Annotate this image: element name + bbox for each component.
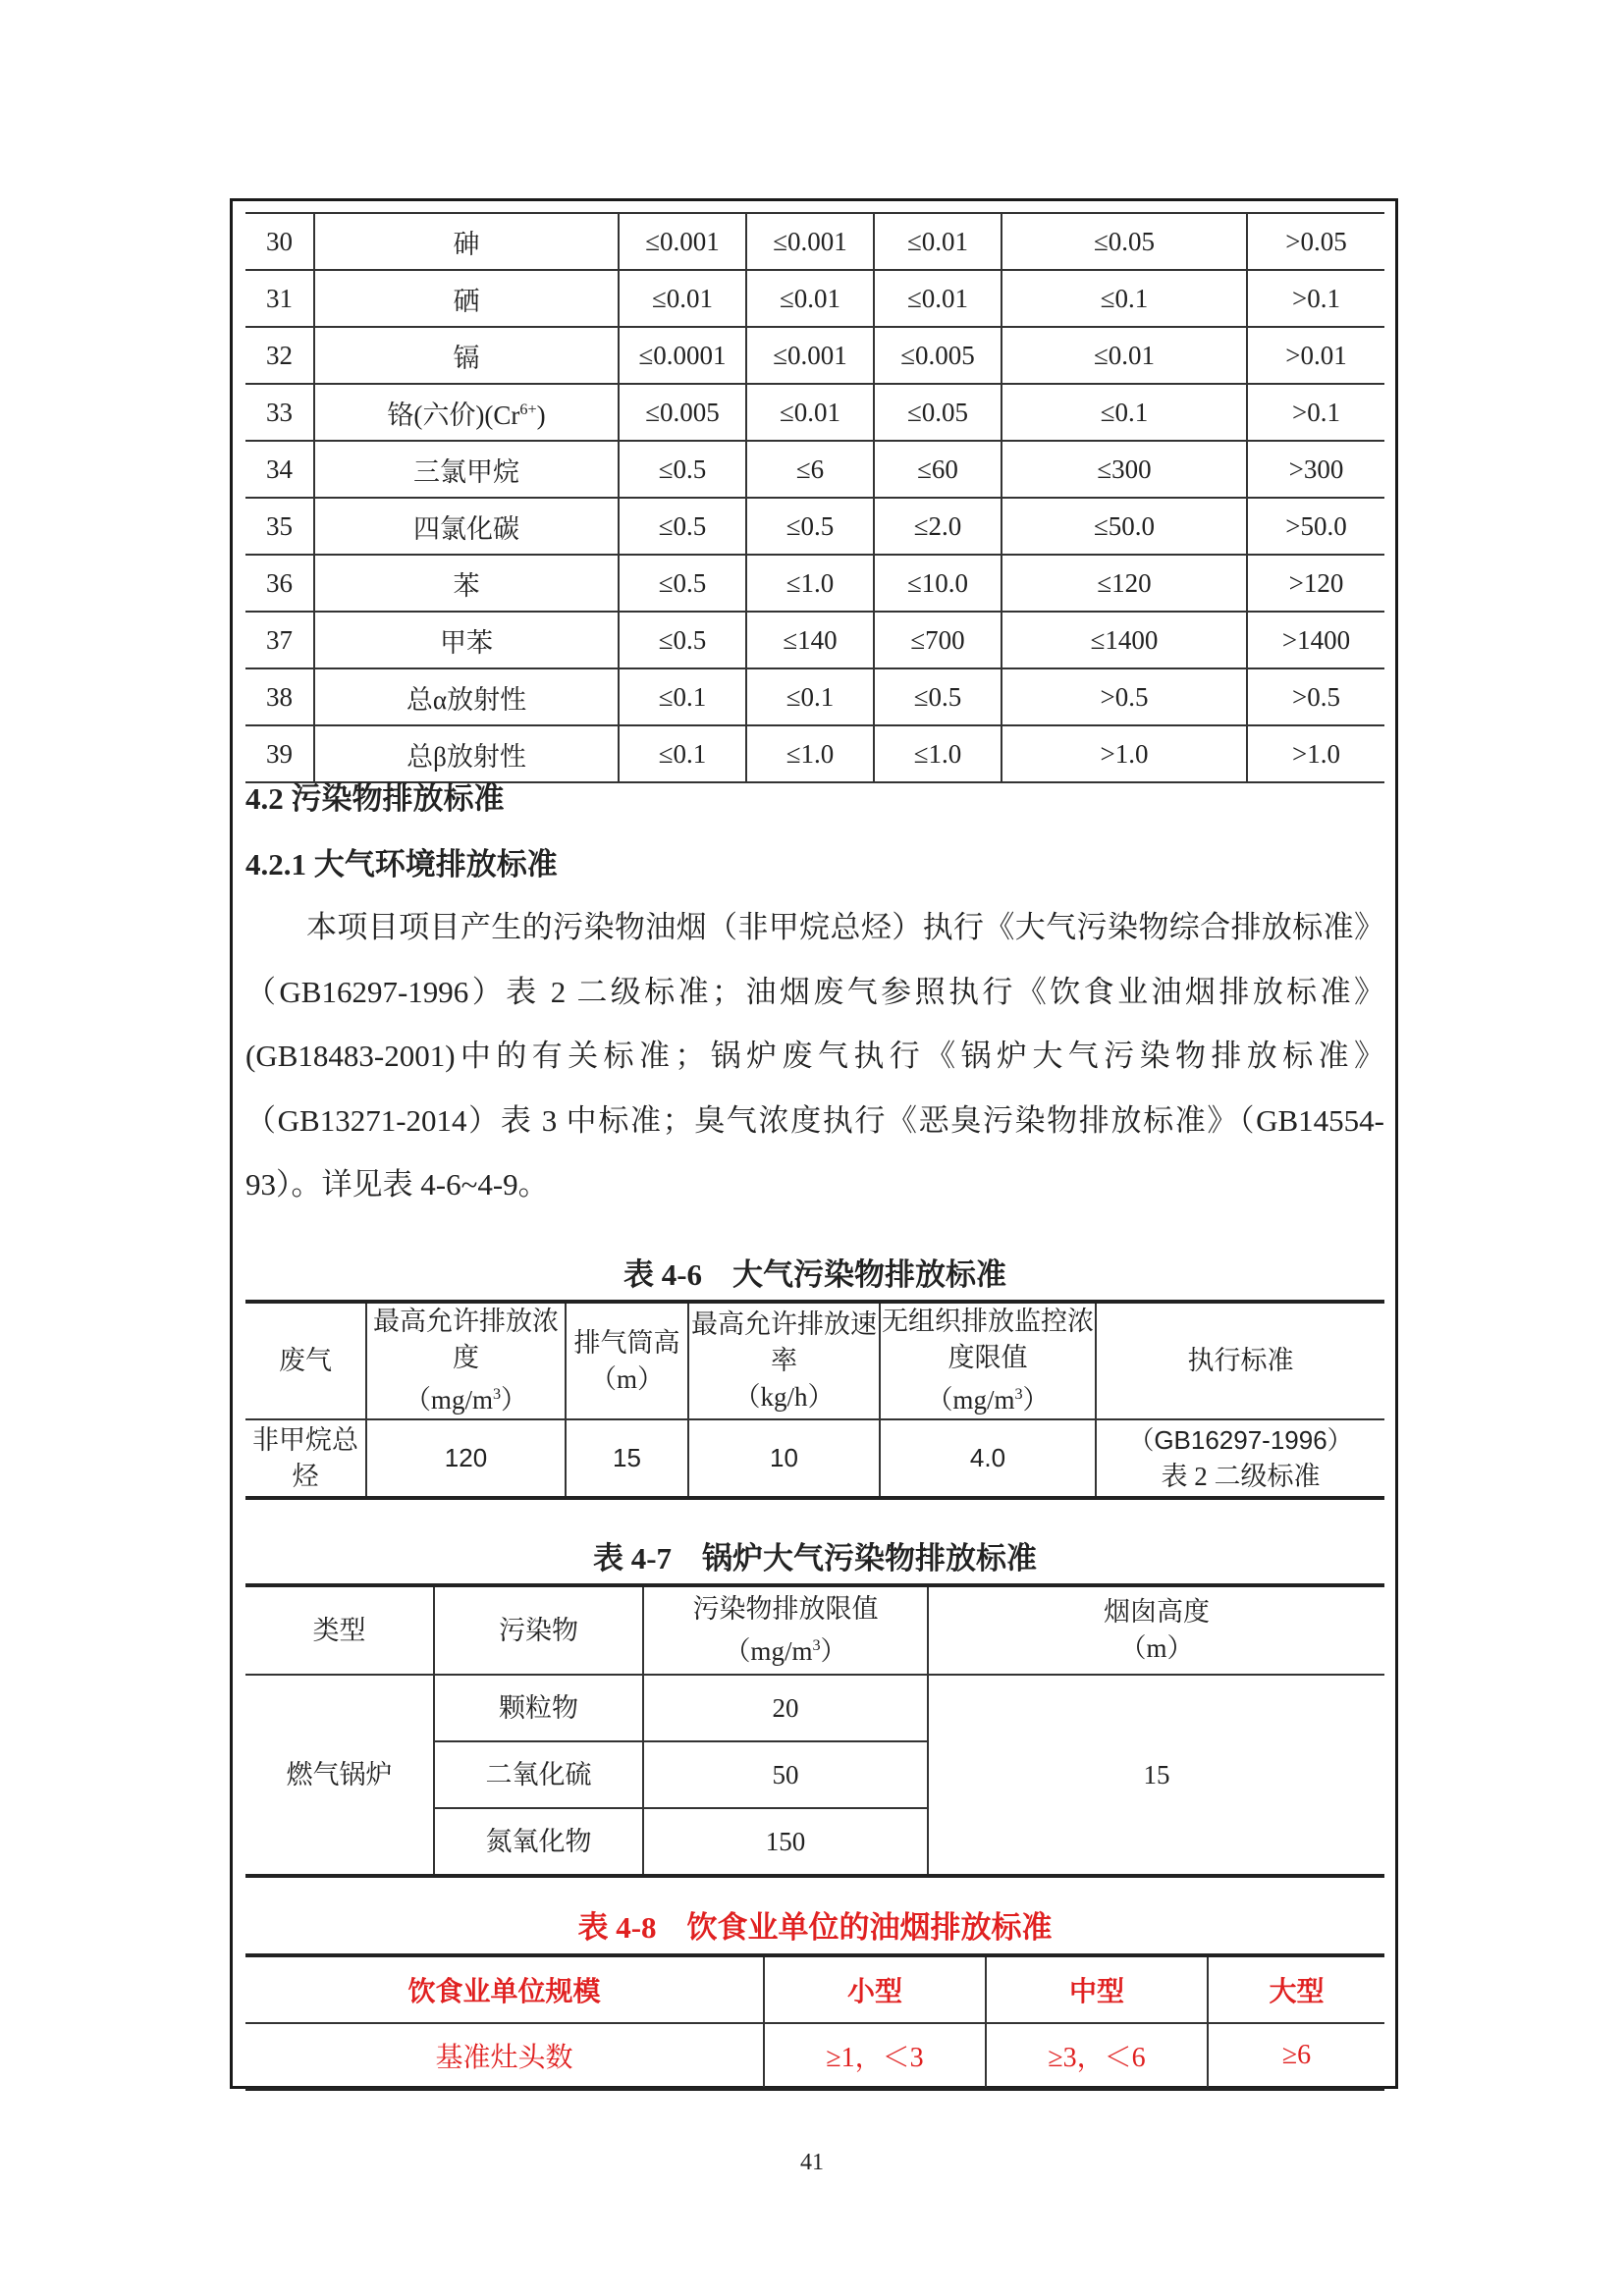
cell-no: 36: [245, 555, 314, 612]
t48-header-scale: 饮食业单位规模: [245, 1957, 764, 2023]
cell-c2: ≤6: [746, 441, 874, 498]
cell-c5: >0.01: [1247, 327, 1384, 384]
table-4-8: [245, 1953, 1384, 2091]
cell-c1: ≤0.01: [619, 270, 746, 327]
table-row: [245, 498, 1384, 555]
cell-c4: ≤50.0: [1001, 498, 1247, 555]
cell-c2: ≤0.01: [746, 384, 874, 441]
cell-name: 总α放射性: [314, 668, 619, 725]
cell-c1: ≤0.5: [619, 612, 746, 668]
t46-header-rate: 最高允许排放速率 （kg/h）: [688, 1304, 880, 1419]
cell-c2: ≤1.0: [746, 725, 874, 782]
t48-large: ≥6: [1281, 2040, 1312, 2070]
t47-header-chimney: 烟囱高度 （m）: [928, 1587, 1384, 1675]
cell-c2: ≤0.5: [746, 498, 874, 555]
table-row: [245, 612, 1384, 668]
cell-c3: ≤0.01: [874, 270, 1001, 327]
t47-pollutant: 颗粒物: [434, 1675, 643, 1741]
table-4-6: [245, 1300, 1384, 1500]
table-row: [245, 327, 1384, 384]
t46-header-stack-height: 排气筒高（m）: [566, 1304, 688, 1419]
t47-pollutant: 氮氧化物: [434, 1808, 643, 1874]
cell-c1: ≤0.5: [619, 441, 746, 498]
cell-c3: ≤1.0: [874, 725, 1001, 782]
cell-c3: ≤0.01: [874, 213, 1001, 270]
t46-rate: 10: [688, 1419, 880, 1496]
cell-name: 四氯化碳: [314, 498, 619, 555]
cell-c1: ≤0.0001: [619, 327, 746, 384]
table-row: [245, 213, 1384, 270]
cell-no: 34: [245, 441, 314, 498]
cell-c3: ≤2.0: [874, 498, 1001, 555]
cell-c1: ≤0.1: [619, 725, 746, 782]
cell-no: 31: [245, 270, 314, 327]
cell-c1: ≤0.5: [619, 555, 746, 612]
t47-limit: 50: [643, 1741, 928, 1808]
cell-no: 30: [245, 213, 314, 270]
cell-c4: ≤1400: [1001, 612, 1247, 668]
cell-c4: >0.5: [1001, 668, 1247, 725]
cell-name: 甲苯: [314, 612, 619, 668]
table-4-8-caption: 表 4-8 饮食业单位的油烟排放标准: [577, 1910, 1053, 1945]
cell-c3: ≤10.0: [874, 555, 1001, 612]
table-row: [245, 270, 1384, 327]
cell-c1: ≤0.001: [619, 213, 746, 270]
cell-name: 苯: [314, 555, 619, 612]
section-heading-4-2: 4.2 污染物排放标准: [245, 781, 505, 816]
t48-header-small: 小型: [764, 1957, 986, 2023]
t46-header-fugitive: 无组织排放监控浓度限值 $(mg/m^3)$: [880, 1304, 1096, 1419]
cell-c4: ≤300: [1001, 441, 1247, 498]
t48-small: ≥1，＜3: [764, 2023, 986, 2087]
cell-name: 铬(六价)$(Cr^{6+})$: [314, 384, 619, 441]
table-4-6-caption: 表 4-6 大气污染物排放标准: [623, 1257, 1007, 1292]
table-4-7-caption: 表 4-7 锅炉大气污染物排放标准: [592, 1541, 1038, 1575]
cell-c4: ≤0.1: [1001, 384, 1247, 441]
table-row: [245, 441, 1384, 498]
t47-pollutant: 二氧化硫: [434, 1741, 643, 1808]
t46-gas: 非甲烷总烃: [245, 1419, 366, 1496]
cell-no: 35: [245, 498, 314, 555]
cell-c2: ≤140: [746, 612, 874, 668]
cell-c1: ≤0.5: [619, 498, 746, 555]
cell-c5: >0.1: [1247, 270, 1384, 327]
cell-c5: >0.05: [1247, 213, 1384, 270]
cell-c3: ≤0.05: [874, 384, 1001, 441]
t46-header-concentration: 最高允许排放浓度 $(mg/m^3)$: [366, 1304, 566, 1419]
cell-no: 33: [245, 384, 314, 441]
cell-name: 砷: [314, 213, 619, 270]
t46-stack: 15: [566, 1419, 688, 1496]
cell-c2: ≤1.0: [746, 555, 874, 612]
cell-c5: >0.1: [1247, 384, 1384, 441]
cell-c1: ≤0.1: [619, 668, 746, 725]
cell-c3: ≤60: [874, 441, 1001, 498]
cell-c5: >1400: [1247, 612, 1384, 668]
t47-header-pollutant: 污染物: [434, 1587, 643, 1675]
t46-header-gas: 废气: [245, 1304, 366, 1419]
cell-no: 39: [245, 725, 314, 782]
t46-standard: （GB16297-1996） 表 2 二级标准: [1128, 1424, 1353, 1491]
cell-c4: ≤0.1: [1001, 270, 1247, 327]
t48-header-large: 大型: [1208, 1957, 1384, 2023]
cell-c4: ≤120: [1001, 555, 1247, 612]
section-paragraph: 本项目项目产生的污染物油烟（非甲烷总烃）执行《大气污染物综合排放标准》（GB16297-1996）表 2 二级标准；油烟废气参照执行《饮食业油烟排放标准》(GB18483-2001)中的有关标准；锅炉废气执行《锅炉大气污染物排放标准》（GB13271-2014）表 3 中标准；臭气浓度执行《恶臭污染物排放标准》（GB14554-93）。详见表 4-6~4-9。: [245, 910, 1384, 1201]
cell-name: 三氯甲烷: [314, 441, 619, 498]
t47-header-type: 类型: [245, 1587, 434, 1675]
cell-c5: >50.0: [1247, 498, 1384, 555]
t47-header-limit: 污染物排放限值 $(mg/m^3)$: [643, 1587, 928, 1675]
cell-c2: ≤0.001: [746, 327, 874, 384]
t47-chimney: 15: [1143, 1759, 1170, 1789]
cell-c2: ≤0.001: [746, 213, 874, 270]
cell-no: 37: [245, 612, 314, 668]
cell-c5: >120: [1247, 555, 1384, 612]
cell-name: 镉: [314, 327, 619, 384]
cell-c4: ≤0.05: [1001, 213, 1247, 270]
cell-c4: ≤0.01: [1001, 327, 1247, 384]
t47-limit: 150: [643, 1808, 928, 1874]
t48-medium: ≥3，＜6: [986, 2023, 1208, 2087]
t46-fug: 4.0: [880, 1419, 1096, 1496]
cell-c5: >1.0: [1247, 725, 1384, 782]
cell-c3: ≤0.5: [874, 668, 1001, 725]
cell-no: 32: [245, 327, 314, 384]
cell-c5: >300: [1247, 441, 1384, 498]
cell-no: 38: [245, 668, 314, 725]
cell-name: 硒: [314, 270, 619, 327]
table-row: [245, 668, 1384, 725]
page-number: 41: [800, 2150, 824, 2175]
t48-row-label: 基准灶头数: [245, 2023, 764, 2087]
cell-c3: ≤0.005: [874, 327, 1001, 384]
cell-name: 总β放射性: [314, 725, 619, 782]
t46-header-standard: 执行标准: [1096, 1304, 1384, 1419]
cell-c3: ≤700: [874, 612, 1001, 668]
cell-c4: >1.0: [1001, 725, 1247, 782]
table-row: [245, 384, 1384, 441]
section-heading-4-2-1: 4.2.1 大气环境排放标准: [245, 847, 558, 881]
t48-header-medium: 中型: [986, 1957, 1208, 2023]
cell-c5: >0.5: [1247, 668, 1384, 725]
cell-c2: ≤0.1: [746, 668, 874, 725]
t47-limit: 20: [643, 1675, 928, 1741]
table-row: [245, 555, 1384, 612]
t46-conc: 120: [366, 1419, 566, 1496]
table-4-7: [245, 1583, 1384, 1878]
cell-c1: ≤0.005: [619, 384, 746, 441]
water-quality-table-continuation: [245, 212, 1384, 783]
t47-type: 燃气锅炉: [245, 1675, 434, 1874]
cell-c2: ≤0.01: [746, 270, 874, 327]
